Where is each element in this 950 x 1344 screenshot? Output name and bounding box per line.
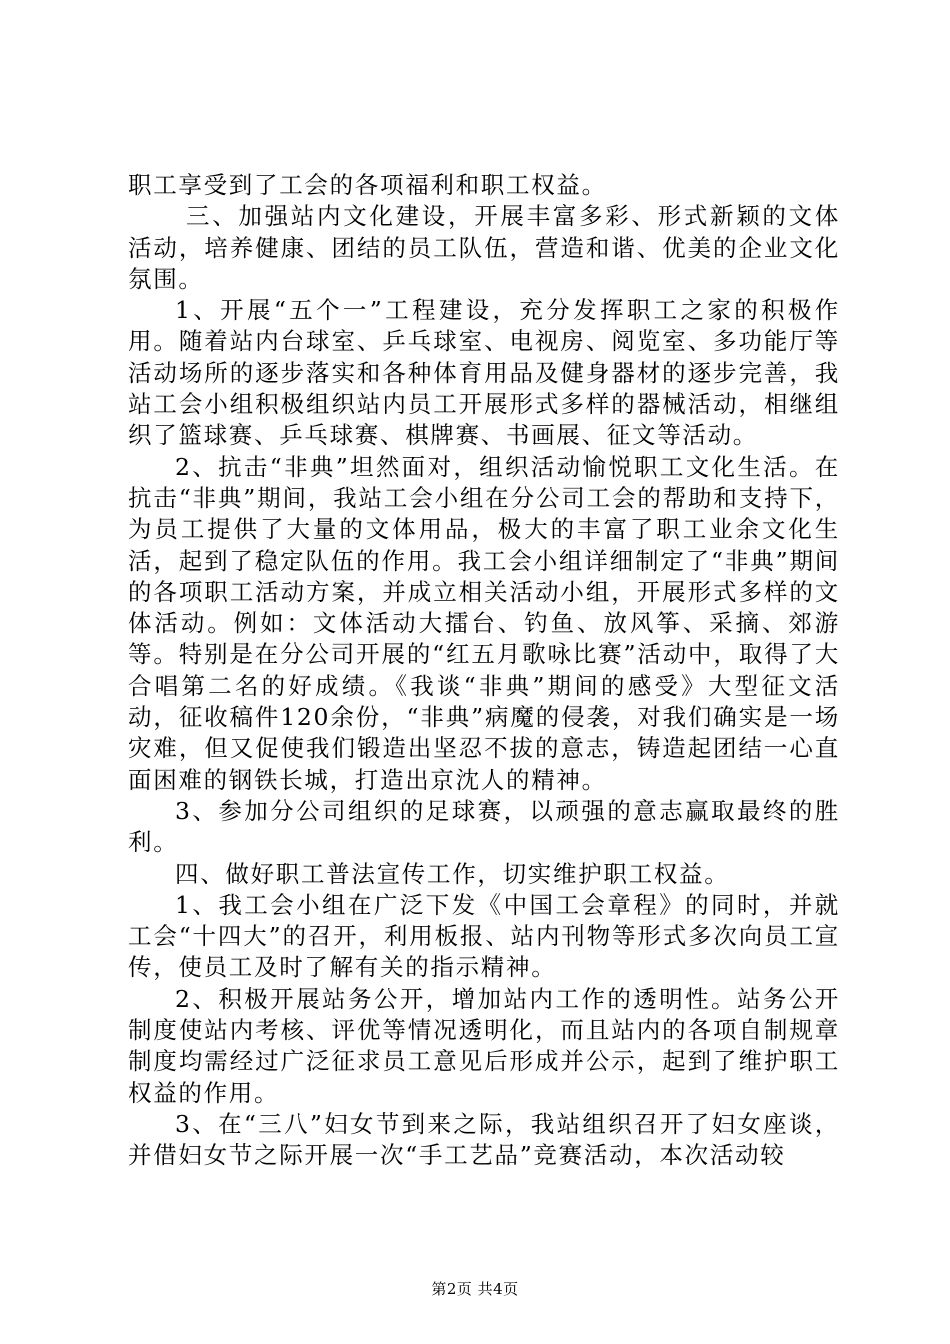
- paragraph-continuation: 职工享受到了工会的各项福利和职工权益。: [128, 171, 607, 199]
- paragraph-item-3: 3、参加分公司组织的足球赛，以顽强的意志赢取最终的胜利。: [128, 796, 840, 857]
- paragraph-item-1: 1、开展“五个一”工程建设，充分发挥职工之家的积极作用。随着站内台球室、乒乓球室、电视房、阅览室、多功能厅等活动场所的逐步落实和各种体育用品及健身器材的逐步完善，我站工会小组积极组织站内员工开展形式多样的器械活动，相继组织了篮球赛、乒乓球赛、棋牌赛、书画展、征文等活动。: [128, 296, 840, 450]
- page-number-footer: 第2页 共4页: [431, 1280, 519, 1298]
- document-body: [128, 170, 840, 1172]
- paragraph-item-3b: 3、在“三八”妇女节到来之际，我站组织召开了妇女座谈，并借妇女节之际开展一次“手工艺品”竞赛活动，本次活动较: [128, 1109, 840, 1170]
- paragraph-item-1b: 1、我工会小组在广泛下发《中国工会章程》的同时，并就工会“十四大”的召开，利用板报、站内刊物等形式多次向员工宣传，使员工及时了解有关的指示精神。: [128, 890, 840, 982]
- section-heading-three: 三、加强站内文化建设，开展丰富多彩、形式新颖的文体活动，培养健康、团结的员工队伍，营造和谐、优美的企业文化氛围。: [128, 202, 840, 293]
- paragraph-item-2: 2、抗击“非典”坦然面对，组织活动愉悦职工文化生活。在抗击“非典”期间，我站工会小组在分公司工会的帮助和支持下，为员工提供了大量的文体用品，极大的丰富了职工业余文化生活，起到了稳定队伍的作用。我工会小组详细制定了“非典”期间的各项职工活动方案，并成立相关活动小组，开展形式多样的文体活动。例如：文体活动大擂台、钓鱼、放风筝、采摘、郊游等。特别是在分公司开展的“红五月歌咏比赛”活动中，取得了大合唱第二名的好成绩。《我谈“非典”期间的感受》大型征文活动，征收稿件120余份，“非典”病魔的侵袭，对我们确实是一场灾难，但又促使我们锻造出坚忍不拔的意志，铸造起团结一心直面困难的钢铁长城，打造出京沈人的精神。: [128, 452, 840, 794]
- paragraph-item-2b: 2、积极开展站务公开，增加站内工作的透明性。站务公开制度使站内考核、评优等情况透明化，而且站内的各项自制规章制度均需经过广泛征求员工意见后形成并公示，起到了维护职工权益的作用。: [128, 984, 840, 1107]
- section-heading-four: 四、做好职工普法宣传工作，切实维护职工权益。: [175, 859, 730, 888]
